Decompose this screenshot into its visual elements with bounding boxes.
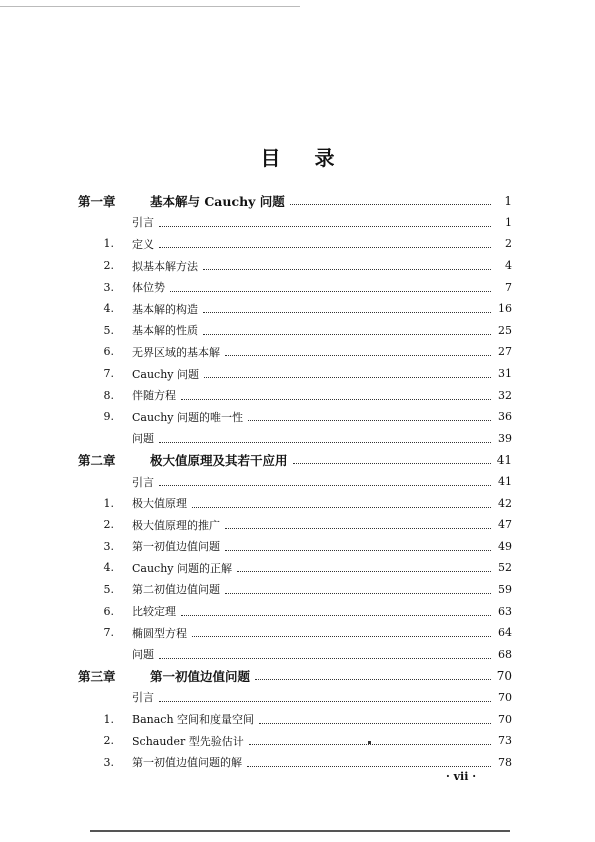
dot-leader <box>203 322 491 335</box>
dot-leader <box>225 538 491 551</box>
entry-page-number: 27 <box>498 345 512 359</box>
entry-page-number: 39 <box>498 431 512 445</box>
section-number: 2. <box>103 259 114 273</box>
entry-title: 椭圆型方程 <box>132 626 187 640</box>
chapter-number: 第三章 <box>78 668 116 684</box>
dot-leader <box>204 365 491 378</box>
entry-title: 比较定理 <box>132 605 176 619</box>
entry-title: 基本解的构造 <box>132 302 198 316</box>
toc-section-row[interactable] <box>78 384 512 406</box>
toc-section-row[interactable] <box>78 255 512 277</box>
toc-section-row[interactable] <box>78 557 512 579</box>
toc-section-row[interactable] <box>78 212 512 234</box>
entry-title: 拟基本解方法 <box>132 259 198 273</box>
entry-title: 引言 <box>132 475 154 489</box>
entry-title: 问题 <box>132 648 154 662</box>
toc-section-row[interactable] <box>78 298 512 320</box>
section-number: 5. <box>103 582 114 596</box>
dot-leader <box>181 603 491 616</box>
dot-leader <box>170 279 491 292</box>
entry-page-number: 47 <box>498 518 512 532</box>
toc-section-row[interactable] <box>78 341 512 363</box>
section-number: 8. <box>103 388 114 402</box>
entry-title: Cauchy 问题的正解 <box>132 561 233 575</box>
entry-title: 引言 <box>132 691 154 705</box>
entry-title: 第一初值边值问题 <box>132 540 220 554</box>
entry-page-number: 7 <box>505 280 512 294</box>
toc-section-row[interactable] <box>78 622 512 644</box>
toc-section-row[interactable] <box>78 643 512 665</box>
section-number: 1. <box>103 496 114 510</box>
chapter-number: 第二章 <box>78 452 116 468</box>
entry-page-number: 16 <box>498 302 512 316</box>
toc-chapter-row[interactable] <box>78 449 512 471</box>
entry-title: 基本解的性质 <box>132 324 198 338</box>
toc-section-row[interactable] <box>78 600 512 622</box>
print-speck <box>368 741 371 744</box>
entry-title: 极大值原理及其若干应用 <box>150 452 288 468</box>
entry-title: 引言 <box>132 216 154 230</box>
table-of-contents <box>78 190 512 773</box>
entry-title: Banach 空间和度量空间 <box>132 713 255 727</box>
dot-leader <box>237 559 491 572</box>
toc-section-row[interactable] <box>78 406 512 428</box>
bottom-rule <box>90 830 510 832</box>
dot-leader <box>247 754 491 767</box>
entry-title: 极大值原理 <box>132 497 187 511</box>
dot-leader <box>255 667 491 680</box>
section-number: 6. <box>103 604 114 618</box>
section-number: 2. <box>103 734 114 748</box>
toc-section-row[interactable] <box>78 320 512 342</box>
section-number: 6. <box>103 345 114 359</box>
page-number: · vii · <box>446 770 477 783</box>
dot-leader <box>259 711 491 724</box>
entry-title: 第二初值边值问题 <box>132 583 220 597</box>
toc-section-row[interactable] <box>78 514 512 536</box>
entry-page-number: 1 <box>504 193 512 208</box>
toc-section-row[interactable] <box>78 276 512 298</box>
section-number: 1. <box>103 712 114 726</box>
entry-page-number: 36 <box>498 410 512 424</box>
toc-chapter-row[interactable] <box>78 190 512 212</box>
entry-page-number: 31 <box>498 367 512 381</box>
dot-leader <box>225 516 491 529</box>
toc-section-row[interactable] <box>78 471 512 493</box>
section-number: 2. <box>103 518 114 532</box>
toc-section-row[interactable] <box>78 536 512 558</box>
dot-leader <box>293 451 491 464</box>
entry-page-number: 41 <box>496 452 512 467</box>
entry-page-number: 1 <box>505 215 512 229</box>
section-number: 4. <box>103 561 114 575</box>
entry-title: Cauchy 问题的唯一性 <box>132 410 244 424</box>
entry-page-number: 78 <box>498 755 512 769</box>
top-rule <box>0 6 300 7</box>
toc-section-row[interactable] <box>78 233 512 255</box>
toc-section-row[interactable] <box>78 579 512 601</box>
dot-leader <box>159 430 491 443</box>
entry-title: 第一初值边值问题 <box>150 668 251 684</box>
toc-section-row[interactable] <box>78 708 512 730</box>
chapter-number: 第一章 <box>78 193 116 209</box>
entry-title: 基本解与 Cauchy 问题 <box>150 193 285 209</box>
dot-leader <box>225 581 491 594</box>
entry-title: Schauder 型先验估计 <box>132 734 244 748</box>
entry-page-number: 70 <box>498 712 512 726</box>
section-number: 7. <box>103 367 114 381</box>
entry-title: 问题 <box>132 432 154 446</box>
entry-page-number: 49 <box>498 539 512 553</box>
toc-section-row[interactable] <box>78 492 512 514</box>
dot-leader <box>203 257 491 270</box>
entry-page-number: 4 <box>505 259 512 273</box>
entry-title: 极大值原理的推广 <box>132 518 220 532</box>
entry-page-number: 52 <box>498 561 512 575</box>
dot-leader <box>159 235 491 248</box>
dot-leader <box>159 646 491 659</box>
entry-page-number: 68 <box>498 647 512 661</box>
dot-leader <box>203 300 491 313</box>
entry-title: 伴随方程 <box>132 389 176 403</box>
entry-page-number: 70 <box>496 668 512 683</box>
section-number: 3. <box>103 755 114 769</box>
dot-leader <box>225 343 491 356</box>
entry-page-number: 41 <box>498 475 512 489</box>
entry-title: 无界区域的基本解 <box>132 345 220 359</box>
page-title: 目录 <box>260 146 369 170</box>
entry-page-number: 64 <box>498 626 512 640</box>
entry-page-number: 32 <box>498 388 512 402</box>
entry-page-number: 73 <box>498 734 512 748</box>
section-number: 3. <box>103 539 114 553</box>
section-number: 7. <box>103 626 114 640</box>
entry-page-number: 59 <box>498 582 512 596</box>
toc-section-row[interactable] <box>78 687 512 709</box>
dot-leader <box>159 473 491 486</box>
section-number: 5. <box>103 323 114 337</box>
dot-leader <box>192 624 491 637</box>
section-number: 1. <box>103 237 114 251</box>
section-number: 9. <box>103 410 114 424</box>
dot-leader <box>159 214 491 227</box>
toc-section-row[interactable] <box>78 428 512 450</box>
entry-page-number: 2 <box>505 237 512 251</box>
toc-chapter-row[interactable] <box>78 665 512 687</box>
dot-leader <box>248 408 491 421</box>
section-number: 4. <box>103 302 114 316</box>
dot-leader <box>192 495 491 508</box>
toc-section-row[interactable] <box>78 363 512 385</box>
entry-title: Cauchy 问题 <box>132 367 200 381</box>
entry-page-number: 42 <box>498 496 512 510</box>
entry-page-number: 63 <box>498 604 512 618</box>
entry-title: 第一初值边值问题的解 <box>132 756 242 770</box>
entry-page-number: 70 <box>498 690 512 704</box>
dot-leader <box>159 689 491 702</box>
entry-page-number: 25 <box>498 323 512 337</box>
entry-title: 定义 <box>132 237 154 251</box>
section-number: 3. <box>103 280 114 294</box>
toc-section-row[interactable] <box>78 730 512 752</box>
dot-leader <box>290 192 491 205</box>
dot-leader <box>181 387 491 400</box>
entry-title: 体位势 <box>132 281 165 295</box>
